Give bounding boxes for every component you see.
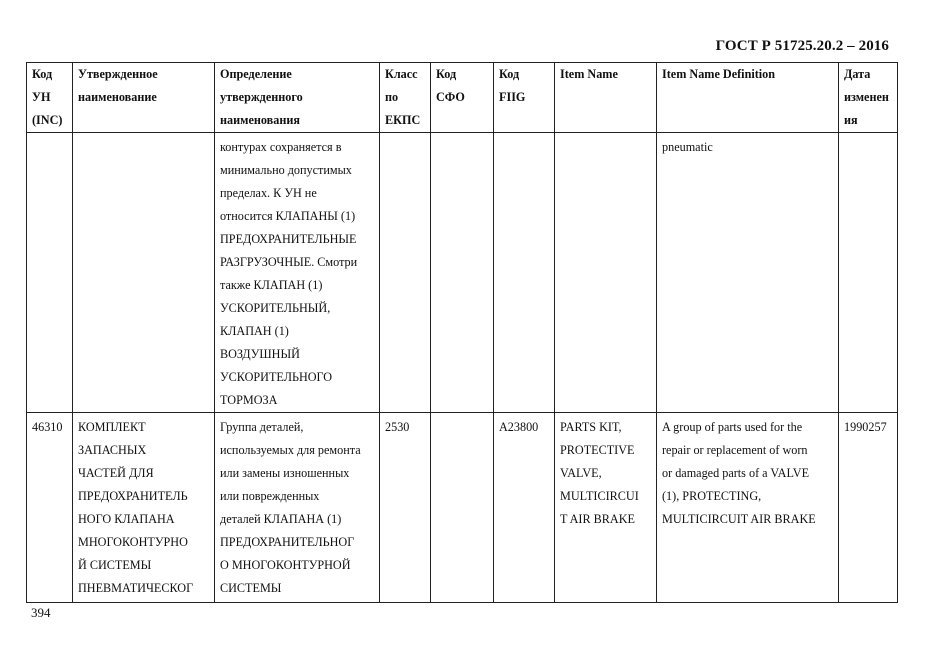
text-line: КОМПЛЕКТ	[78, 420, 146, 434]
text-line: Дата	[844, 67, 871, 81]
text-line: или замены изношенных	[220, 466, 350, 480]
text-line: Й СИСТЕМЫ	[78, 558, 152, 572]
text-line: наименование	[78, 90, 157, 104]
col-header-definition	[215, 63, 380, 133]
cell-sfo-code	[431, 413, 494, 603]
cell-inc: 46310	[27, 413, 73, 603]
text-line: ТОРМОЗА	[220, 393, 278, 407]
text-line: MULTICIRCUI	[560, 489, 639, 503]
text-line: контурах сохраняется в	[220, 140, 342, 154]
text-line: Утвержденное	[78, 67, 158, 81]
cell-item-name	[555, 133, 657, 413]
text-line: (INC)	[32, 113, 63, 127]
cell-change-date: 1990257	[839, 413, 898, 603]
col-header-ekps-class	[380, 63, 431, 133]
cell-item-name-definition	[657, 133, 839, 413]
text-line: СИСТЕМЫ	[220, 581, 282, 595]
text-line: PROTECTIVE	[560, 443, 635, 457]
text-line: ия	[844, 113, 858, 127]
text-line: используемых для ремонта	[220, 443, 361, 457]
text-line: по	[385, 90, 399, 104]
text-line: ЧАСТЕЙ ДЛЯ	[78, 466, 154, 480]
document-standard-header: ГОСТ Р 51725.20.2 – 2016	[715, 38, 889, 54]
table-header-row	[27, 63, 898, 133]
text-line: Код	[499, 67, 520, 81]
text-line: изменен	[844, 90, 889, 104]
cell-ekps-class: 2530	[380, 413, 431, 603]
cell-definition	[215, 133, 380, 413]
table-row-continuation	[27, 133, 898, 413]
col-header-item-name-definition	[657, 63, 839, 133]
cell-fiig-code	[494, 133, 555, 413]
text-line: УСКОРИТЕЛЬНОГО	[220, 370, 333, 384]
cell-change-date	[839, 133, 898, 413]
text-line: ЗАПАСНЫХ	[78, 443, 147, 457]
col-header-fiig-code	[494, 63, 555, 133]
text-line: Код	[436, 67, 457, 81]
col-header-item-name	[555, 63, 657, 133]
text-line: ПНЕВМАТИЧЕСКОГ	[78, 581, 194, 595]
text-line: СФО	[436, 90, 465, 104]
cell-item-name	[555, 413, 657, 603]
text-line: or damaged parts of a VALVE	[662, 466, 810, 480]
cell-fiig-code: A23800	[494, 413, 555, 603]
text-line: наименования	[220, 113, 300, 127]
text-line: ПРЕДОХРАНИТЕЛЬ	[78, 489, 188, 503]
text-line: деталей КЛАПАНА (1)	[220, 512, 342, 526]
table-row-46310	[27, 413, 898, 603]
text-line: также КЛАПАН (1)	[220, 278, 323, 292]
text-line: УСКОРИТЕЛЬНЫЙ,	[220, 301, 331, 315]
text-line: относится КЛАПАНЫ (1)	[220, 209, 356, 223]
text-line: repair or replacement of worn	[662, 443, 808, 457]
text-line: FIIG	[499, 90, 526, 104]
text-line: A group of parts used for the	[662, 420, 803, 434]
page-number: 394	[31, 605, 51, 620]
text-line: ПРЕДОХРАНИТЕЛЬНОГ	[220, 535, 355, 549]
text-line: (1), PROTECTING,	[662, 489, 762, 503]
text-line: pneumatic	[662, 140, 713, 154]
text-line: ЕКПС	[385, 113, 421, 127]
classification-table	[26, 62, 898, 603]
cell-approved-name	[73, 413, 215, 603]
cell-approved-name	[73, 133, 215, 413]
text-line: РАЗГРУЗОЧНЫЕ. Смотри	[220, 255, 358, 269]
text-line: КЛАПАН (1)	[220, 324, 289, 338]
cell-definition	[215, 413, 380, 603]
text-line: ВОЗДУШНЫЙ	[220, 347, 300, 361]
text-line: PARTS KIT,	[560, 420, 622, 434]
text-line: Код	[32, 67, 53, 81]
text-line: НОГО КЛАПАНА	[78, 512, 175, 526]
text-line: утвержденного	[220, 90, 303, 104]
text-line: Класс	[385, 67, 418, 81]
cell-ekps-class	[380, 133, 431, 413]
text-line: Группа деталей,	[220, 420, 304, 434]
text-line: Определение	[220, 67, 292, 81]
text-line: ПРЕДОХРАНИТЕЛЬНЫЕ	[220, 232, 357, 246]
text-line: пределах. К УН не	[220, 186, 317, 200]
text-line: T AIR BRAKE	[560, 512, 635, 526]
text-line: VALVE,	[560, 466, 602, 480]
text-line: минимально допустимых	[220, 163, 352, 177]
cell-item-name-definition	[657, 413, 839, 603]
text-line: МНОГОКОНТУРНО	[78, 535, 188, 549]
cell-inc	[27, 133, 73, 413]
cell-sfo-code	[431, 133, 494, 413]
text-line: MULTICIRCUIT AIR BRAKE	[662, 512, 816, 526]
text-line: О МНОГОКОНТУРНОЙ	[220, 558, 351, 572]
col-header-sfo-code	[431, 63, 494, 133]
col-header-inc	[27, 63, 73, 133]
text-line: Item Name	[560, 67, 618, 81]
col-header-approved-name	[73, 63, 215, 133]
text-line: или поврежденных	[220, 489, 320, 503]
text-line: Item Name Definition	[662, 67, 776, 81]
col-header-change-date	[839, 63, 898, 133]
text-line: УН	[32, 90, 51, 104]
